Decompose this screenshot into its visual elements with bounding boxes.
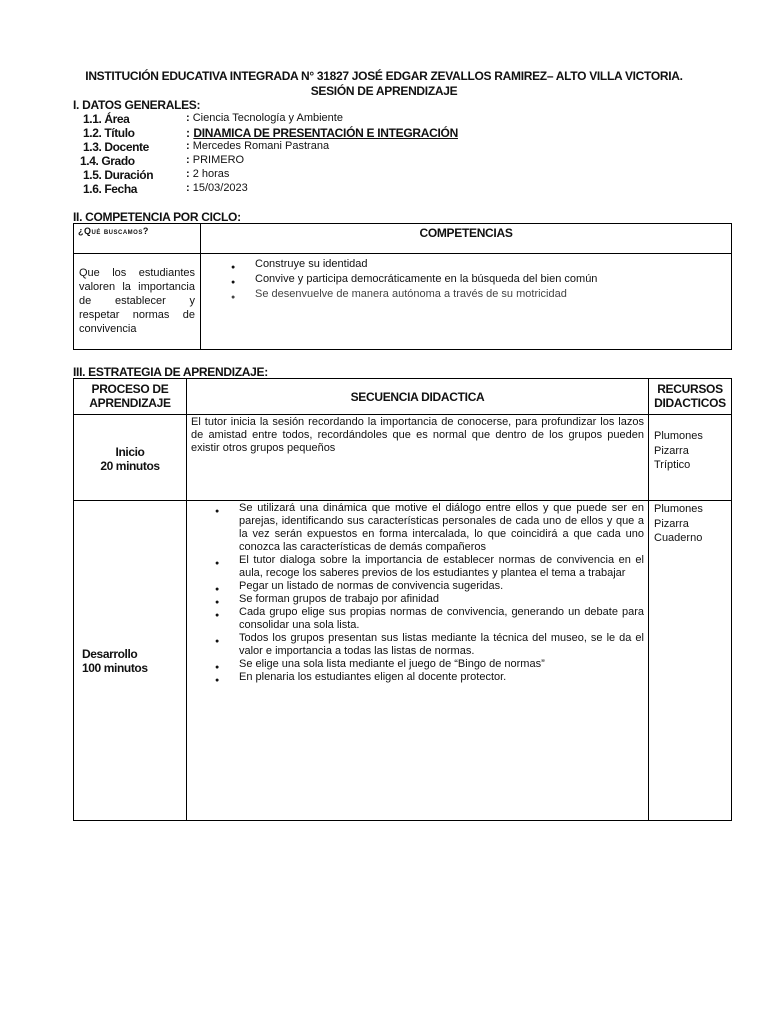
competencias-header: COMPETENCIAS — [201, 224, 732, 254]
competencia-item: ● Se desenvuelve de manera autónoma a través de su motricidad — [255, 287, 727, 302]
label-grado: 1.4. Grado — [80, 154, 135, 168]
desarrollo-item: ● Se elige una sola lista mediante el juego de “Bingo de normas” — [239, 658, 644, 671]
value-duracion: : 2 horas — [186, 168, 230, 180]
desarrollo-item: ● Cada grupo elige sus propias normas de convivencia, generando un debate para consolidar una sola lista. — [239, 606, 644, 632]
desarrollo-item: ● Todos los grupos presentan sus listas mediante la técnica del museo, se le da el valor e importancia a todas las listas de normas. — [239, 632, 644, 658]
section-estrategia-title: III. ESTRATEGIA DE APRENDIZAJE: — [73, 365, 268, 379]
label-area: 1.1. Área — [83, 112, 130, 126]
inicio-cell — [74, 415, 187, 501]
recurso-item: Tríptico — [654, 459, 691, 471]
desarrollo-item: ● Se utilizará una dinámica que motive el diálogo entre ellos y que puede ser en parejas, identificando sus características personales de cada uno de ellos y que a la vez serán expuestos en forma intercalada, lo que coincidirá a que cada uno conozca las características de demás compañeros — [239, 502, 644, 554]
competencia-item: ● Construye su identidad — [255, 257, 727, 272]
recursos-header: RECURSOS DIDACTICOS — [649, 379, 732, 415]
competencias-list — [255, 257, 727, 302]
inicio-text: El tutor inicia la sesión recordando la importancia de conocerse, para profundizar los lazos de amistad entre todos, recordándoles que es normal que dentro de los grupos pueden existir otros grupos pequeños — [187, 415, 649, 501]
label-duracion: 1.5. Duración — [83, 168, 154, 182]
inicio-time: 20 minutos — [100, 459, 160, 473]
desarrollo-item: ● Pegar un listado de normas de convivencia sugeridas. — [239, 580, 644, 593]
desarrollo-item: ● En plenaria los estudiantes eligen al docente protector. — [239, 671, 644, 684]
recurso-item: Pizarra — [654, 517, 689, 530]
recurso-item: Cuaderno — [654, 532, 703, 544]
value-docente: : Mercedes Romani Pastrana — [186, 140, 330, 152]
value-titulo: : DINAMICA DE PRESENTACIÓN E INTEGRACIÓN — [186, 126, 458, 140]
desarrollo-time: 100 minutos — [82, 661, 148, 675]
label-docente: 1.3. Docente — [83, 140, 149, 154]
inicio-label: Inicio — [115, 445, 145, 459]
desarrollo-cell — [74, 501, 187, 821]
desarrollo-item: ● El tutor dialoga sobre la importancia de establecer normas de convivencia en el aula, recoge los saberes previos de los estudiantes y plantea el tema a trabajar — [239, 554, 644, 580]
recurso-item: Pizarra — [654, 444, 689, 457]
competencia-item: ● Convive y participa democráticamente en la búsqueda del bien común — [255, 272, 727, 287]
secuencia-header: SECUENCIA DIDACTICA — [187, 379, 649, 415]
label-fecha: 1.6. Fecha — [83, 182, 138, 196]
competencia-table — [73, 223, 732, 350]
inicio-recursos — [649, 415, 732, 501]
section-datos-title: I. DATOS GENERALES: — [73, 98, 201, 112]
value-fecha: : 15/03/2023 — [186, 182, 248, 194]
que-buscamos-text: Que los estudiantes valoren la importancia de establecer y respetar normas de convivencia — [74, 254, 201, 350]
session-title: SESIÓN DE APRENDIZAJE — [310, 84, 458, 98]
desarrollo-recursos — [649, 501, 732, 821]
que-buscamos-header: ¿Qué buscamos? — [74, 224, 201, 254]
proceso-header: PROCESO DE APRENDIZAJE — [74, 379, 187, 415]
section-competencia-title: II. COMPETENCIA POR CICLO: — [73, 210, 241, 224]
label-titulo: 1.2. Título — [83, 126, 135, 140]
desarrollo-item: ● Se forman grupos de trabajo por afinidad — [239, 593, 644, 606]
desarrollo-list — [239, 502, 644, 684]
value-grado: : PRIMERO — [186, 154, 245, 166]
estrategia-table — [73, 378, 732, 821]
value-area: : Ciencia Tecnología y Ambiente — [186, 112, 343, 124]
recurso-item: Plumones — [654, 503, 703, 515]
desarrollo-label: Desarrollo — [82, 647, 138, 661]
institution-title: INSTITUCIÓN EDUCATIVA INTEGRADA N° 31827 JOSÉ EDGAR ZEVALLOS RAMIREZ– ALTO VILLA VICTORIA. — [85, 69, 683, 83]
recurso-item: Plumones — [654, 430, 703, 442]
